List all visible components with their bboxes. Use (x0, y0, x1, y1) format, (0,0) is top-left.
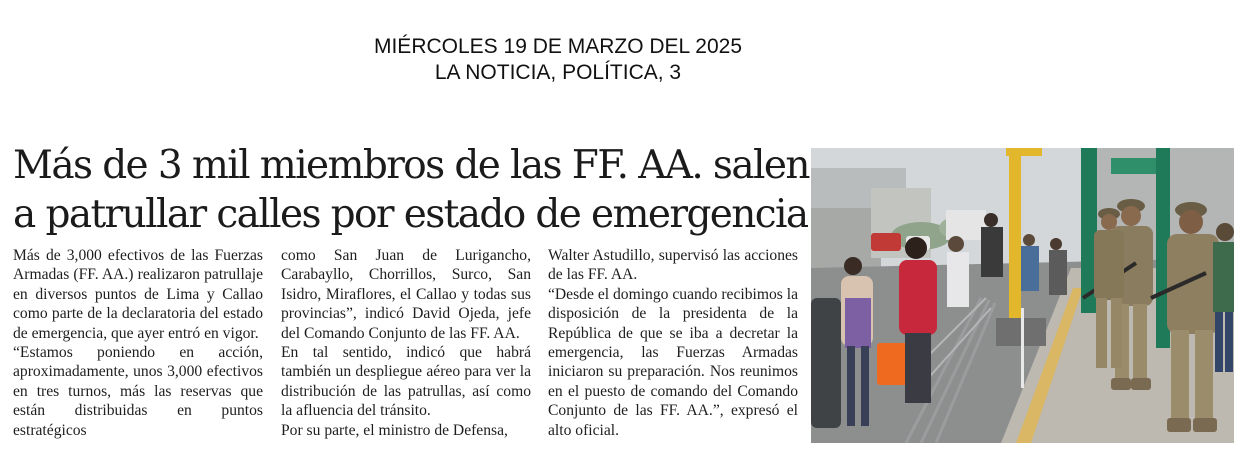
paragraph: como San Juan de Lurigancho, Carabayllo, Chorrillos, Surco, San Isidro, Miraflores, el Callao y todas sus provincias”, indicó David Ojeda, jefe del Comando Conjunto de las FF. AA. (281, 247, 531, 342)
paragraph: “Desde el domingo cuando recibimos la disposición de la presidenta de la República de que se iba a decretar la emergencia, las Fuerzas Armadas iniciaron su preparación. Nos reunimos en el puesto de comando del Comando Conjunto de las FF. AA.”, expresó el alto oficial. (548, 285, 798, 439)
article-column-3 (548, 246, 798, 440)
article-photo (811, 148, 1234, 443)
paragraph: “Estamos poniendo en acción, aproximadamente, unos 3,000 efectivos en tres turnos, más las reservas que están distribuidas en puntos estratégicos (13, 344, 263, 439)
publication-header (0, 34, 1116, 86)
section-label: LA NOTICIA, POLÍTICA, 3 (434, 61, 682, 84)
article-column-2 (281, 246, 531, 440)
article-headline (13, 141, 809, 239)
paragraph: Más de 3,000 efectivos de las Fuerzas Armadas (FF. AA.) realizaron patrullaje en diversos puntos de Lima y Callao como parte de la declaratoria del estado de emergencia, que ayer entró en vigor. (13, 247, 263, 342)
headline-line-1: Más de 3 mil miembros de las FF. AA. salen (13, 143, 809, 188)
paragraph: Por su parte, el ministro de Defensa, (281, 421, 508, 439)
headline-line-2: a patrullar calles por estado de emergencia (13, 192, 808, 237)
paragraph: En tal sentido, indicó que habrá también un despliegue aéreo para ver la distribución de las patrullas, así como la afluencia del tránsito. (281, 344, 531, 420)
article-column-1 (13, 246, 263, 440)
paragraph: Walter Astudillo, supervisó las acciones de las FF. AA. (548, 247, 798, 284)
issue-date: MIÉRCOLES 19 DE MARZO DEL 2025 (373, 35, 742, 58)
street-patrol-illustration (811, 148, 1234, 443)
